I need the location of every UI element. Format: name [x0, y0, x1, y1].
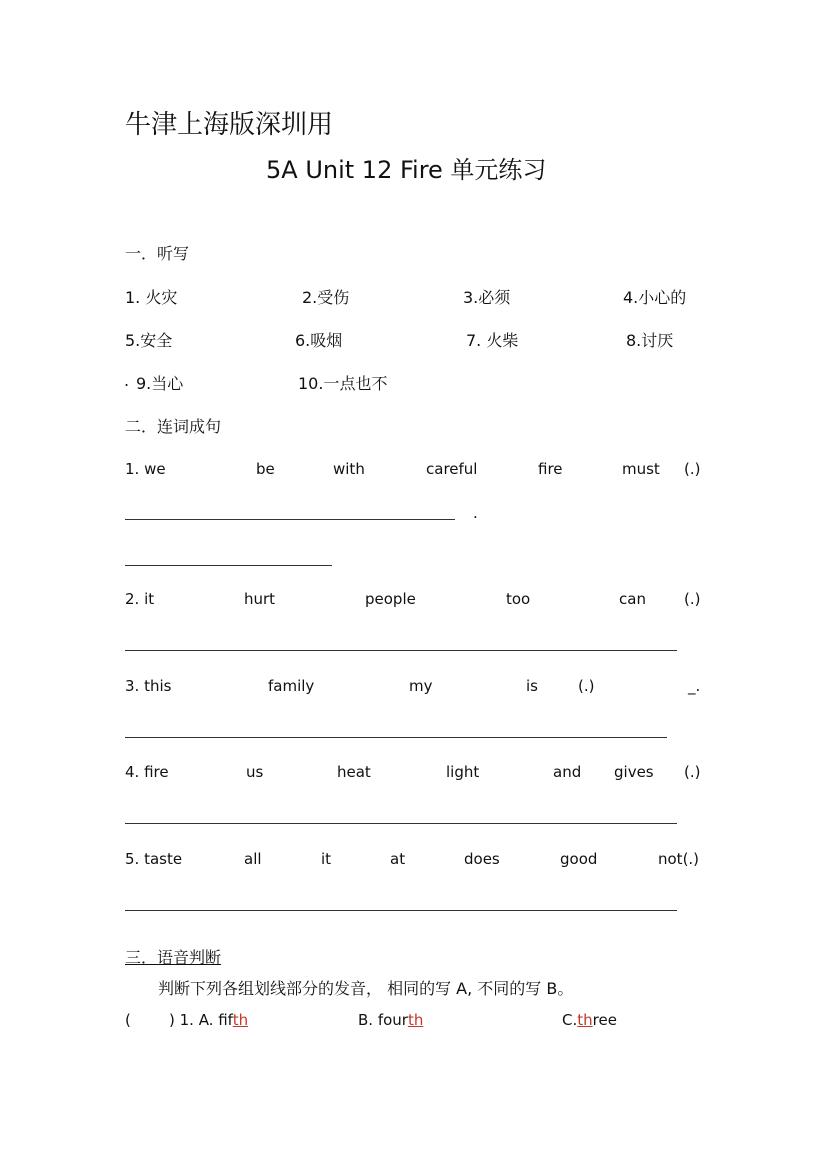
- document-title: 牛津上海版深圳用: [125, 110, 334, 140]
- q2-word: hurt: [244, 590, 276, 608]
- q4-word: gives: [614, 763, 654, 781]
- phonics-option-c: [562, 1011, 617, 1029]
- section2-heading: 二．连词成句: [125, 417, 222, 436]
- q1-word: (.): [684, 460, 701, 478]
- q3-word: family: [268, 677, 315, 695]
- dictation-item: 7. 火柴: [466, 331, 519, 350]
- underlined-sound: th: [407, 1011, 424, 1029]
- q1-word: be: [256, 460, 275, 478]
- q5-word: it: [321, 850, 332, 868]
- phonics-question: [125, 1011, 248, 1029]
- option-b-text: B. four: [358, 1011, 408, 1029]
- q2-word: 2. it: [125, 590, 155, 608]
- stray-dot: .: [124, 371, 130, 390]
- q5-word: not(.): [658, 850, 700, 868]
- dictation-item: 4.小心的: [623, 288, 687, 307]
- q5-word: good: [560, 850, 598, 868]
- q1-word: careful: [426, 460, 478, 478]
- q1-word: with: [333, 460, 365, 478]
- dictation-item: 10.一点也不: [298, 374, 388, 393]
- phonics-option-b: [358, 1011, 423, 1029]
- dictation-item: 5.安全: [125, 331, 173, 350]
- q1-word: must: [622, 460, 660, 478]
- answer-paren[interactable]: ( ) 1. A. fif: [125, 1011, 233, 1029]
- option-c-text: C.: [562, 1011, 578, 1029]
- dictation-item: 6.吸烟: [295, 331, 343, 350]
- dictation-item: 1. 火灾: [125, 288, 178, 307]
- q3-word: 3. this: [125, 677, 172, 695]
- q4-word: 4. fire: [125, 763, 169, 781]
- underlined-sound: th: [577, 1011, 593, 1029]
- q5-word: 5. taste: [125, 850, 183, 868]
- q2-word: too: [506, 590, 531, 608]
- q4-word: light: [446, 763, 480, 781]
- q3-mark: _.: [688, 677, 701, 695]
- section1-heading: 一．听写: [125, 244, 190, 263]
- q5-word: at: [390, 850, 406, 868]
- q4-word: us: [246, 763, 264, 781]
- answer-line[interactable]: [125, 823, 677, 824]
- section3-heading: 三．语音判断: [125, 948, 222, 967]
- q5-word: does: [464, 850, 500, 868]
- q4-word: and: [553, 763, 582, 781]
- answer-line[interactable]: [125, 737, 667, 738]
- document-subtitle: 5A Unit 12 Fire 单元练习: [266, 156, 547, 184]
- q2-word: people: [365, 590, 416, 608]
- q4-word: heat: [337, 763, 371, 781]
- q3-word: is: [526, 677, 538, 695]
- q2-word: (.): [684, 590, 701, 608]
- dictation-item: 8.讨厌: [626, 331, 674, 350]
- q4-word: (.): [684, 763, 701, 781]
- option-c-rest: ree: [592, 1011, 617, 1029]
- answer-line[interactable]: [125, 519, 455, 520]
- underlined-sound: th: [232, 1011, 249, 1029]
- q2-word: can: [619, 590, 646, 608]
- answer-line[interactable]: [125, 565, 332, 566]
- dictation-item: 3.必须: [463, 288, 511, 307]
- q3-word: (.): [578, 677, 595, 695]
- answer-line[interactable]: [125, 910, 677, 911]
- answer-line[interactable]: [125, 650, 677, 651]
- q1-period: .: [473, 504, 478, 522]
- q1-word: 1. we: [125, 460, 166, 478]
- dictation-item: 2.受伤: [302, 288, 350, 307]
- q1-word: fire: [538, 460, 563, 478]
- q5-word: all: [244, 850, 262, 868]
- q3-word: my: [409, 677, 433, 695]
- dictation-item: 9.当心: [136, 374, 184, 393]
- section3-instruction: 判断下列各组划线部分的发音， 相同的写 A, 不同的写 B。: [158, 979, 574, 998]
